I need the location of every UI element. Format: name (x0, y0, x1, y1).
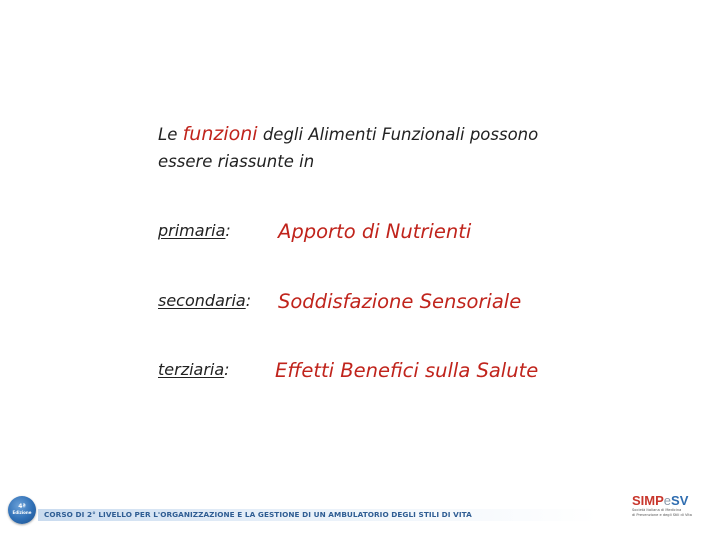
function-row-secondary (158, 283, 678, 313)
footer (0, 492, 720, 532)
intro-text (158, 121, 578, 175)
simpesv-logo (632, 494, 712, 530)
function-row-primary (158, 213, 678, 243)
function-label: terziaria: (158, 360, 230, 379)
edition-badge (8, 496, 36, 524)
intro-line-2: essere riassunte in (158, 152, 315, 171)
function-row-tertiary (158, 352, 678, 382)
function-label: primaria: (158, 221, 231, 240)
logo-tagline: Società Italiana di Medicina di Prevenzione e degli Stili di Vita (632, 508, 692, 517)
edition-label: Edizione (12, 510, 32, 515)
intro-before: Le (158, 125, 183, 144)
logo-mark: SIMPeSV (632, 493, 689, 508)
function-label: secondaria: (158, 291, 252, 310)
course-title: CORSO DI 2° LIVELLO PER L'ORGANIZZAZIONE E LA GESTIONE DI UN AMBULATORIO DEGLI STILI DI VITA (44, 510, 472, 519)
intro-after: degli Alimenti Funzionali possono (257, 125, 539, 144)
function-value: Soddisfazione Sensoriale (278, 290, 522, 313)
edition-number: 4ª (18, 503, 26, 510)
function-value: Apporto di Nutrienti (278, 220, 472, 243)
function-value: Effetti Benefici sulla Salute (275, 359, 539, 382)
intro-highlight: funzioni (182, 123, 258, 145)
